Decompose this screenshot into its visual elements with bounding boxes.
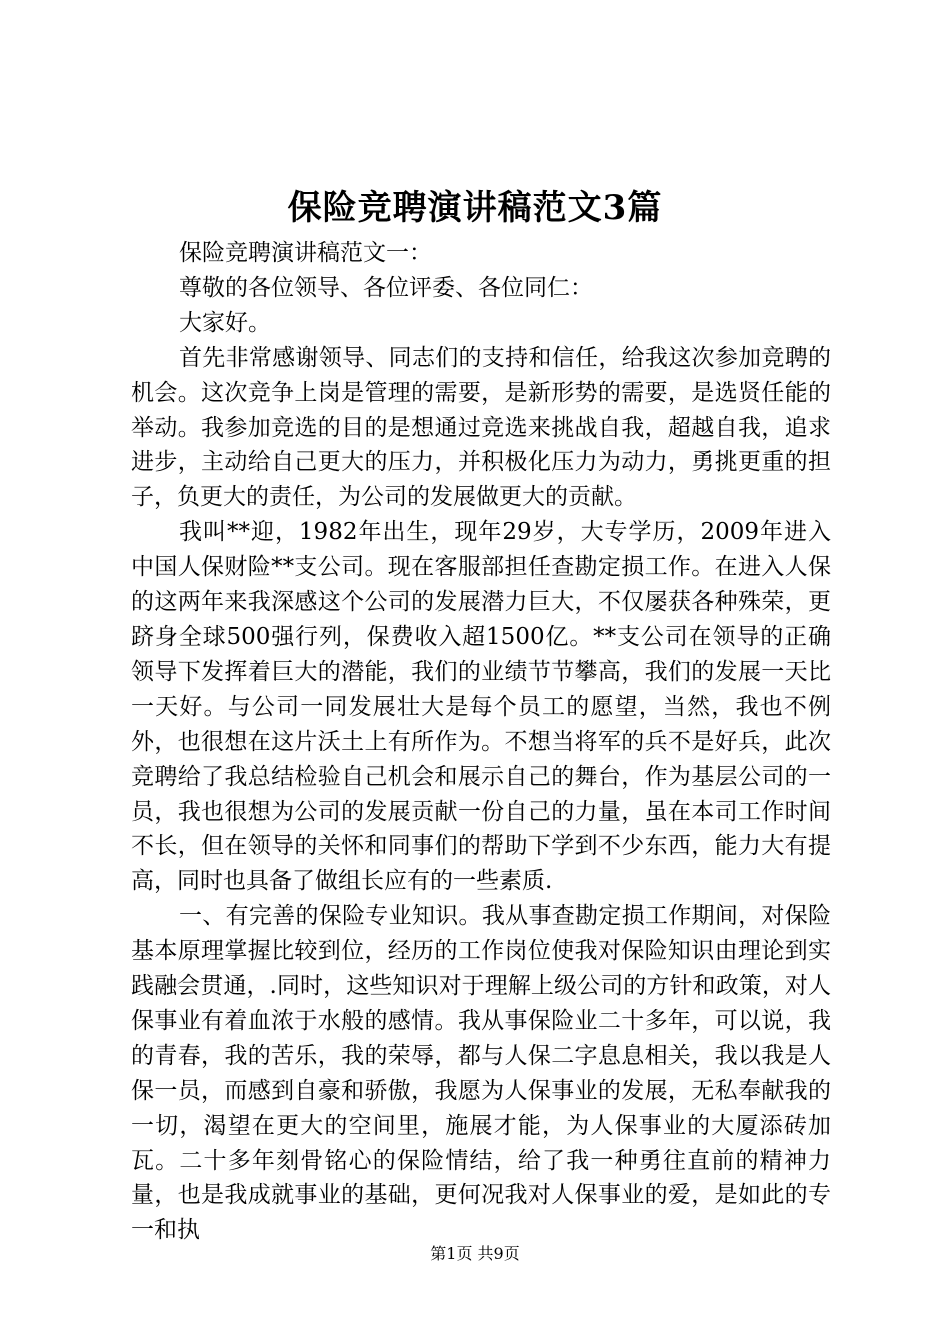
paragraph-greeting: 大家好。 — [179, 309, 271, 336]
paragraph-salutation: 尊敬的各位领导、各位评委、各位同仁： — [179, 274, 593, 301]
paragraph-self-introduction: 我叫**迎，1982年出生，现年29岁，大专学历，2009年进入中国人保财险**支公司。现在客服部担任查勘定损工作。在进入人保的这两年来我深感这个公司的发展潜力巨大，不仅屡获各种殊荣，更跻身全球500强行列，保费收入超1500亿。**支公司在领导的正确领导下发挥着巨大的潜能，我们的业绩节节攀高，我们的发展一天比一天好。与公司一同发展壮大是每个员工的愿望，当然，我也不例外，也很想在这片沃土上有所作为。不想当将军的兵不是好兵，此次竞聘给了我总结检验自己机会和展示自己的舞台，作为基层公司的一员，我也很想为公司的发展贡献一份自己的力量，虽在本司工作时间不长，但在领导的关怀和同事们的帮助下学到不少东西，能力大有提高，同时也具备了做组长应有的一些素质. — [131, 519, 831, 895]
page-footer: 第1页 共9页 — [430, 1244, 520, 1263]
paragraph-heading: 保险竞聘演讲稿范文一： — [179, 240, 432, 266]
document-body — [131, 236, 831, 1248]
document-title: 保险竞聘演讲稿范文3篇 — [287, 188, 663, 228]
paragraph-intro: 首先非常感谢领导、同志们的支持和信任，给我这次参加竞聘的机会。这次竞争上岗是管理的需要，是新形势的需要，是选贤任能的举动。我参加竞选的目的是想通过竞选来挑战自我，超越自我，追求进步，主动给自己更大的压力，并积极化压力为动力，勇挑更重的担子，负更大的责任，为公司的发展做更大的贡献。 — [131, 344, 831, 511]
paragraph-point-one: 一、有完善的保险专业知识。我从事查勘定损工作期间，对保险基本原理掌握比较到位，经历的工作岗位使我对保险知识由理论到实践融会贯通，.同时，这些知识对于理解上级公司的方针和政策，对人保事业有着血浓于水般的感情。我从事保险业二十多年，可以说，我的青春，我的苦乐，我的荣辱，都与人保二字息息相关，我以我是人保一员，而感到自豪和骄傲，我愿为人保事业的发展，无私奉献我的一切，渴望在更大的空间里，施展才能，为人保事业的大厦添砖加瓦。二十多年刻骨铭心的保险情结，给了我一种勇往直前的精神力量，也是我成就事业的基础，更何况我对人保事业的爱，是如此的专一和执 — [131, 903, 831, 1244]
